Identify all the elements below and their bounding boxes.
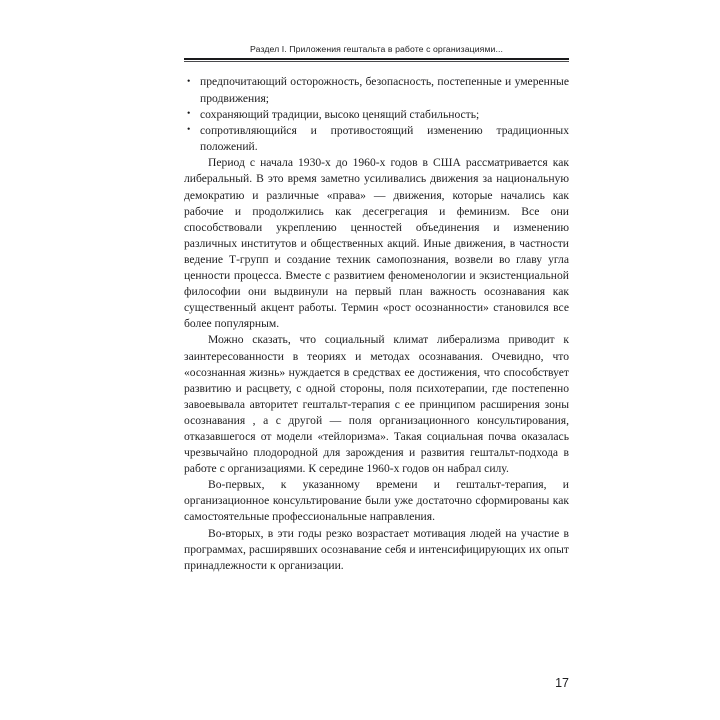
header-rule — [184, 58, 569, 62]
list-item: • сохраняющий традиции, высоко ценящий стабильность; — [184, 107, 569, 123]
list-item: • сопротивляющийся и противостоящий изменению традиционных положений. — [184, 123, 569, 155]
list-item: • предпочитающий осторожность, безопасность, постепенные и умеренные продвижения; — [184, 74, 569, 106]
body-paragraph: Во-первых, к указанному времени и гештальт-терапия, и организационное консультирование были уже достаточно сформированы как самостоятельные профессиональные направления. — [184, 478, 569, 524]
header-rule-thin — [184, 61, 569, 62]
body-paragraph: Во-вторых, в эти годы резко возрастает мотивация людей на участие в программах, расширявших осознавание себя и интенсифицирующих их опыт принадлежности к организации. — [184, 526, 569, 572]
body-paragraph: Период с начала 1930-х до 1960-х годов в США рассматривается как либеральный. В это время заметно усиливались движения за национальную демократию и различные «права» — движения, которые начались как рабочие и продолжились как десегрегация и феминизм. Все они способствовали укреплению ценностей объединения и изменению различных институтов и общественных акций. Иные движения, в частности ведение Т-групп и создание техник самопознания, возвели во главу угла ценности процесса. Вместе с развитием феноменологии и экзистенциальной философии они выдвинули на первый план важность осознавания как существенный акцент работы. Термин «рост осознанности» становился все более популярным. — [184, 156, 569, 331]
running-header: Раздел I. Приложения гештальта в работе с организациями... — [250, 44, 503, 54]
body-paragraph: Можно сказать, что социальный климат либерализма приводит к заинтересованности в теориях и методах осознавания. Очевидно, что «осознанная жизнь» нуждается в средствах ее достижения, что способствует развитию и расцвету, с одной стороны, поля психотерапии, где постепенно завоевывала авторитет гештальт-терапия с ее принципом расширения зоны осознавания , а с другой — поля организационного консультирования, отказавшегося от модели «тейлоризма». Такая социальная почва оказалась чрезвычайно плодородной для зарождения и развития гештальт-подхода в работе с организациями. К середине 1960-х годов он набрал силу. — [184, 333, 569, 476]
page-content — [184, 44, 569, 574]
bullet-list — [184, 74, 569, 154]
page-number: 17 — [555, 676, 569, 690]
